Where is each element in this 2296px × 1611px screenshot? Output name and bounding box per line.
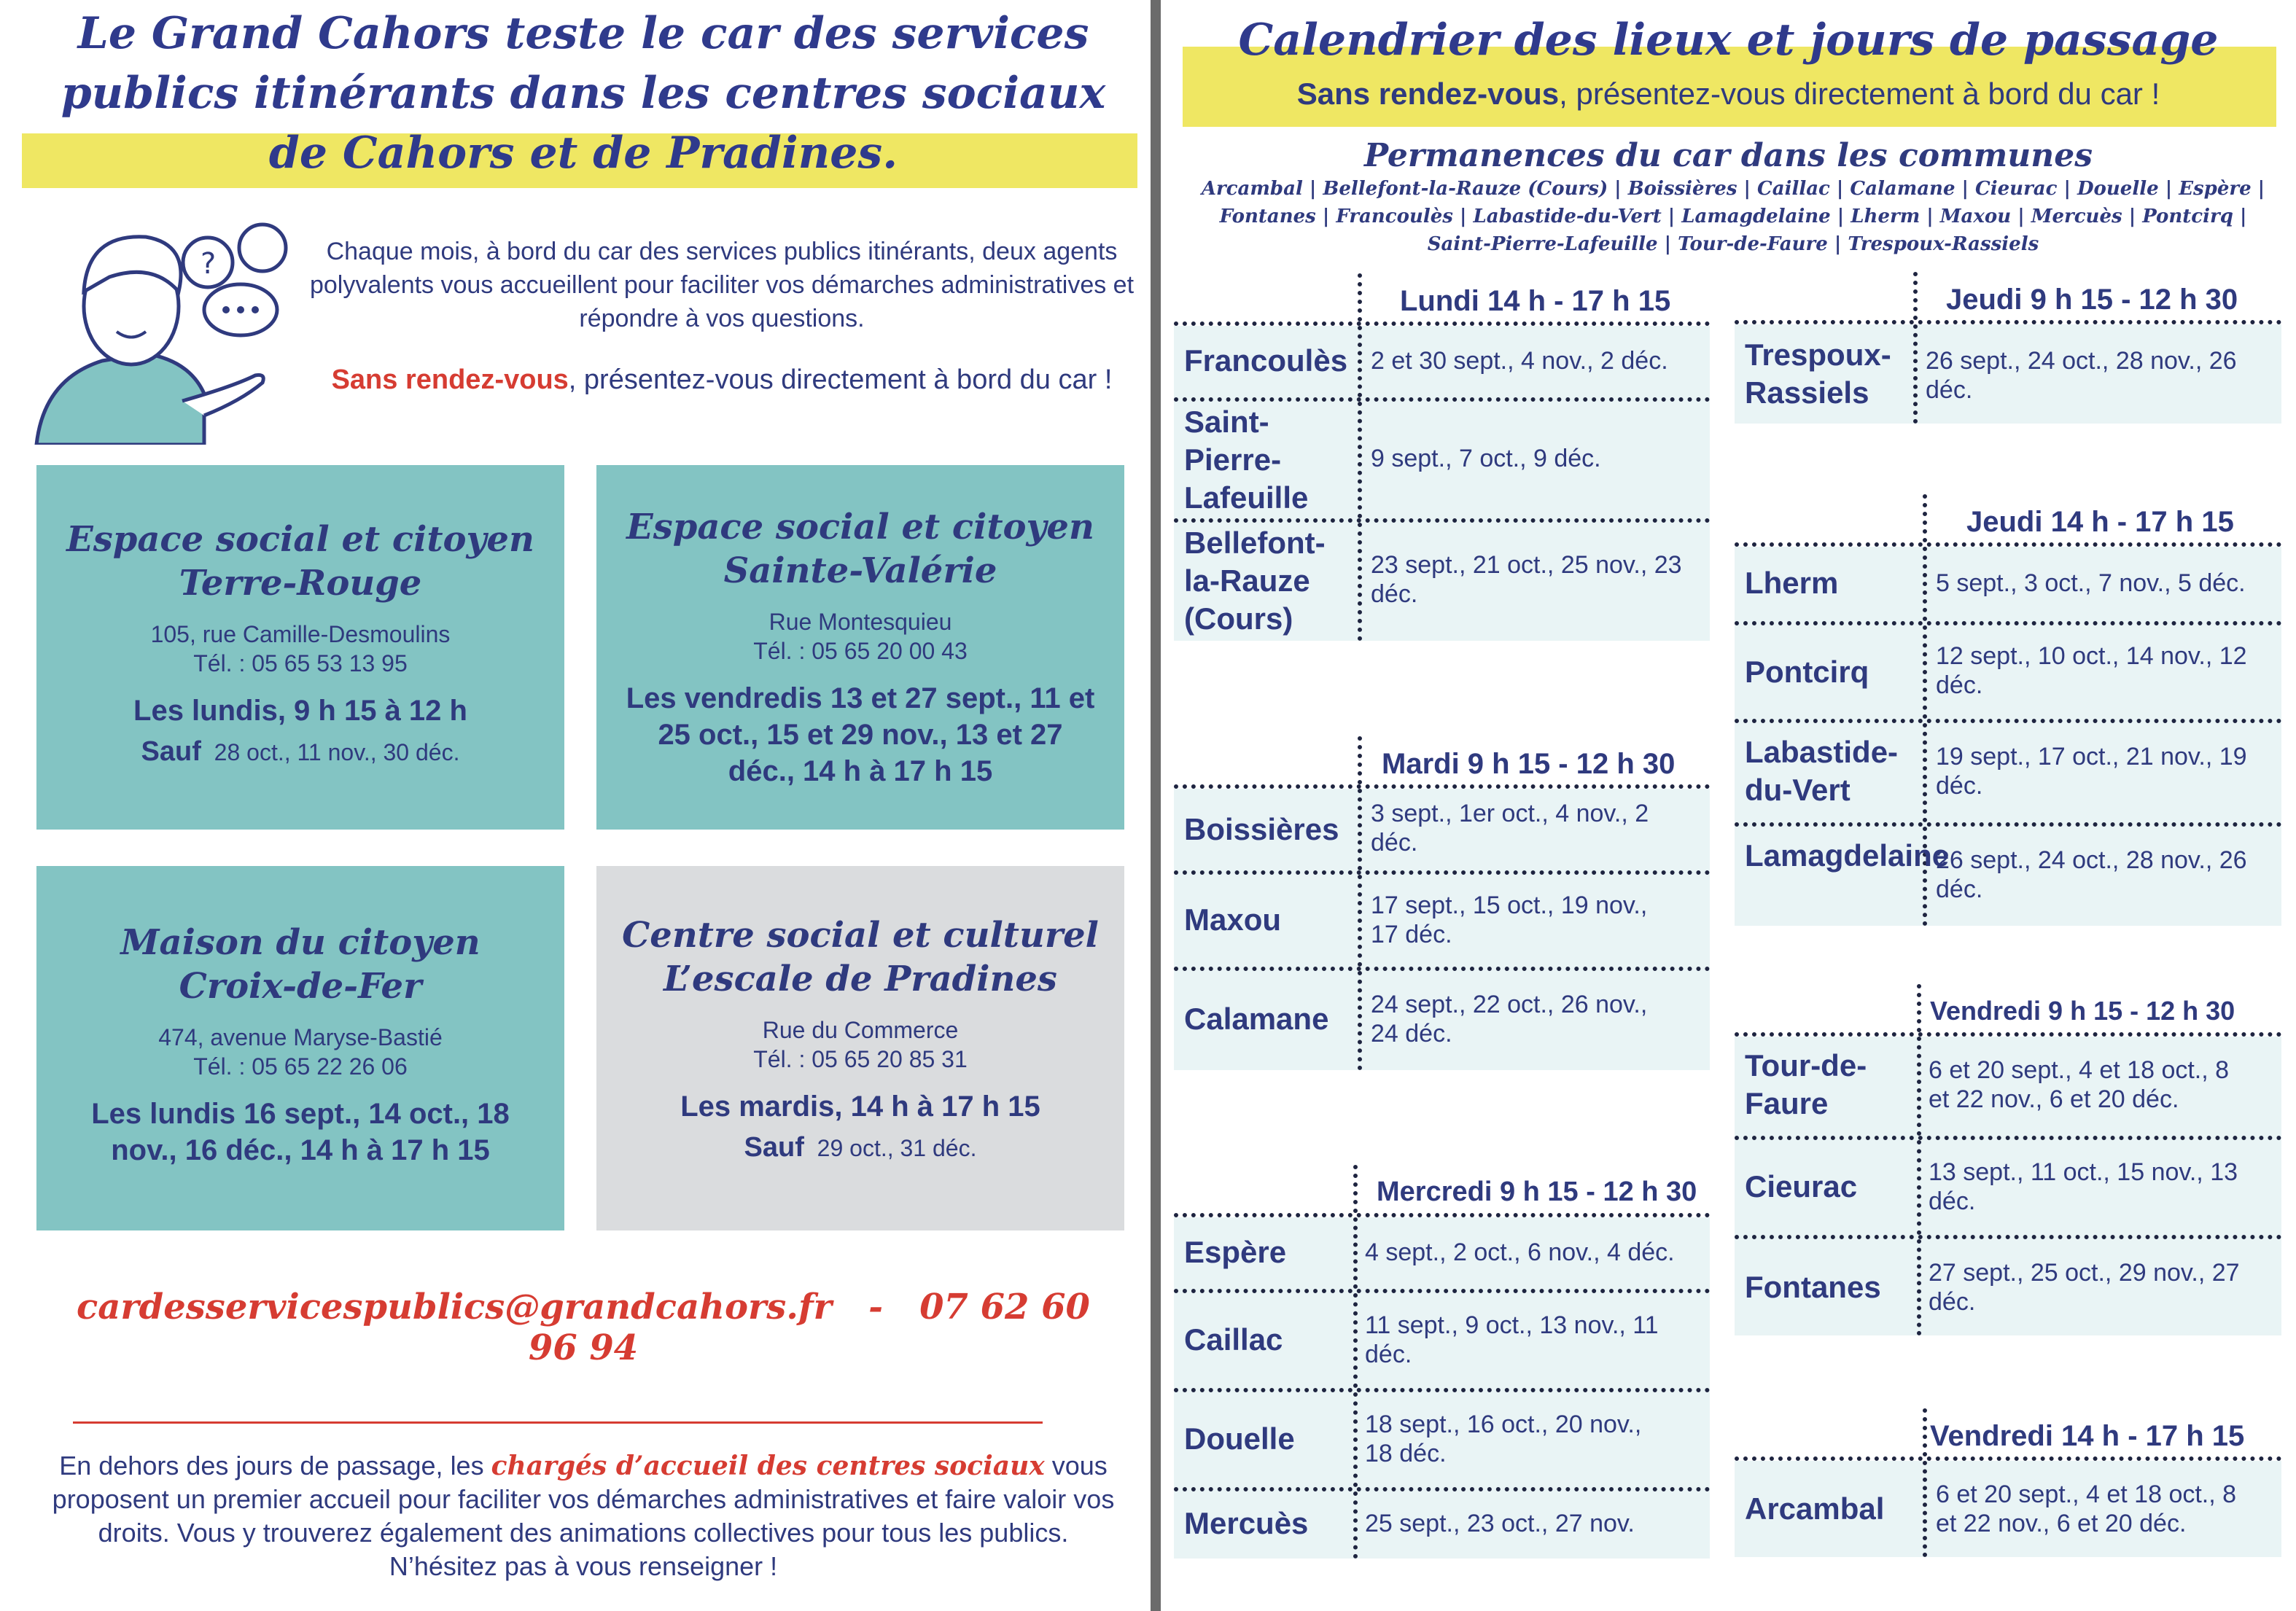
- location-name: [36, 518, 564, 605]
- schedule-table-jeudi-matin: [1735, 279, 2281, 424]
- address-line: Rue Montesquieu: [768, 609, 952, 635]
- table-row: [1174, 971, 1710, 1070]
- contact-phone-link[interactable]: 07 62 60 96 94: [528, 1287, 1090, 1368]
- table-header-label: Vendredi 14 h - 17 h 15: [1930, 1420, 2245, 1452]
- schedule-table-mercredi: [1174, 1172, 1710, 1559]
- table-row: [1174, 1217, 1710, 1293]
- address-line: 105, rue Camille-Desmoulins: [150, 621, 451, 647]
- schedule: Les lundis 16 sept., 14 oct., 18 nov., 16 déc., 14 h à 17 h 15: [91, 1098, 510, 1166]
- row-dates: 18 sept., 16 oct., 20 nov., 18 déc.: [1365, 1411, 1642, 1467]
- agent-illustration-icon: [22, 204, 292, 445]
- table-row: [1735, 1037, 2281, 1140]
- location-address: [36, 620, 564, 678]
- row-place: Douelle: [1184, 1421, 1295, 1456]
- footer-text: [44, 1449, 1123, 1583]
- location-box-croix-de-fer: [36, 866, 564, 1230]
- permanences-title: Permanences du car dans les communes: [1363, 137, 2093, 174]
- schedule-table-jeudi-apres-midi: [1735, 502, 2281, 926]
- table-row: [1174, 789, 1710, 875]
- subtitle-bold: Sans rendez-vous: [1296, 77, 1560, 111]
- row-place: Cieurac: [1745, 1169, 1858, 1204]
- title-line-2: publics itinérants dans les centres sociaux: [61, 68, 1106, 119]
- table-row: [1735, 324, 2281, 424]
- location-box-pradines: [596, 866, 1124, 1230]
- location-name-line-1: Espace social et citoyen: [626, 507, 1094, 547]
- row-dates: 4 sept., 2 oct., 6 nov., 4 déc.: [1365, 1239, 1675, 1266]
- table-row: [1735, 1461, 2281, 1557]
- table-row: [1174, 523, 1710, 641]
- table-row: [1735, 1239, 2281, 1335]
- row-dates: 9 sept., 7 oct., 9 déc.: [1371, 445, 1601, 472]
- location-name-line-2: Croix-de-Fer: [179, 966, 422, 1007]
- row-dates: 26 sept., 24 oct., 28 nov., 26 déc.: [1936, 846, 2247, 903]
- subtitle-rest: , présentez-vous directement à bord du car !: [1559, 77, 2160, 111]
- row-dates: 11 sept., 9 oct., 13 nov., 11 déc.: [1365, 1311, 1659, 1368]
- schedule-table-mardi: [1174, 744, 1710, 1070]
- exceptions-label: Sauf: [141, 736, 201, 767]
- table-row: [1735, 547, 2281, 625]
- address-line: Rue du Commerce: [762, 1017, 959, 1043]
- row-dates: 12 sept., 10 oct., 14 nov., 12 déc.: [1936, 642, 2247, 699]
- row-dates: 13 sept., 11 oct., 15 nov., 13 déc.: [1929, 1158, 2238, 1215]
- table-header-label: Jeudi 14 h - 17 h 15: [1966, 506, 2234, 538]
- table-row: [1735, 723, 2281, 827]
- location-name-line-2: Terre-Rouge: [179, 563, 422, 604]
- table-row: [1735, 1140, 2281, 1239]
- schedule-table-vendredi-matin: [1735, 991, 2281, 1335]
- intro-text: Chaque mois, à bord du car des services publics itinérants, deux agents polyvalents vous accueillent pour faciliter vos démarches administratives et répondre à vos questions.: [309, 238, 1135, 332]
- row-place: Francoulès: [1184, 343, 1348, 378]
- row-dates: 17 sept., 15 oct., 19 nov., 17 déc.: [1371, 892, 1648, 948]
- table-header-label: Mercredi 9 h 15 - 12 h 30: [1377, 1177, 1697, 1207]
- table-row: [1735, 827, 2281, 926]
- location-name-line-1: Centre social et culturel: [622, 915, 1099, 956]
- row-place: Bellefont-la-Rauze (Cours): [1184, 526, 1326, 636]
- row-dates: 3 sept., 1er oct., 4 nov., 2 déc.: [1371, 800, 1649, 857]
- table-header: [1735, 991, 2281, 1037]
- contact-email-link[interactable]: cardesservicespublics@grandcahors.fr: [77, 1287, 832, 1327]
- location-name: [36, 921, 564, 1008]
- schedule: Les lundis, 9 h 15 à 12 h: [133, 695, 467, 727]
- table-header-label: Vendredi 9 h 15 - 12 h 30: [1930, 996, 2235, 1026]
- phone-line: Tél. : 05 65 20 00 43: [753, 638, 968, 664]
- row-place: Caillac: [1184, 1322, 1283, 1357]
- row-place: Mercuès: [1184, 1506, 1309, 1540]
- calendar-subtitle: [1161, 77, 2296, 112]
- calendar-title: Calendrier des lieux et jours de passage: [1238, 15, 2219, 66]
- row-place: Maxou: [1184, 902, 1282, 937]
- schedule-table-lundi: [1174, 281, 1710, 641]
- row-place: Lamagdelaine: [1745, 838, 1950, 873]
- table-header: [1174, 744, 1710, 789]
- row-place: Pontcirq: [1745, 655, 1869, 689]
- phone-line: Tél. : 05 65 20 85 31: [753, 1046, 968, 1072]
- table-header-label: Jeudi 9 h 15 - 12 h 30: [1946, 284, 2238, 316]
- title-line-1: Le Grand Cahors teste le car des services: [77, 8, 1089, 59]
- row-dates: 6 et 20 sept., 4 et 18 oct., 8 et 22 nov., 6 et 20 déc.: [1936, 1481, 2237, 1537]
- row-place: Labastide-du-Vert: [1745, 735, 1899, 807]
- row-place: Calamane: [1184, 1002, 1329, 1036]
- table-row: [1174, 1293, 1710, 1392]
- table-header-label: Mardi 9 h 15 - 12 h 30: [1382, 748, 1676, 780]
- row-dates: 5 sept., 3 oct., 7 nov., 5 déc.: [1936, 569, 2246, 597]
- communes-list: Arcambal | Bellefont-la-Rauze (Cours) | Boissières | Caillac | Calamane | Cieurac | Douelle | Espère | Fontanes | Francoulès | Labastide-du-Vert | Lamagdelaine | Lherm | Maxou | Mercuès | Pontcirq | Saint-Pierre-Lafeuille | Tour-de-Faure | Trespoux-Rassiels: [1201, 178, 2265, 255]
- contact-separator: -: [868, 1287, 883, 1327]
- row-place: Espère: [1184, 1235, 1287, 1269]
- row-place: Boissières: [1184, 812, 1339, 846]
- footer-post: vous proposent un premier accueil pour faciliter vos démarches administratives et faire valoir vos droits. Vous y trouverez également des animations collectives pour tous les publics. N’hésitez pas à vous renseigner !: [52, 1451, 1115, 1581]
- table-header-label: Lundi 14 h - 17 h 15: [1400, 285, 1671, 317]
- table-header: [1174, 281, 1710, 326]
- table-row: [1174, 875, 1710, 971]
- location-name-line-2: Sainte-Valérie: [723, 550, 997, 591]
- location-name-line-2: L’escale de Pradines: [663, 959, 1057, 999]
- location-address: [596, 1015, 1124, 1074]
- row-place: Lherm: [1745, 566, 1839, 600]
- exceptions: [36, 736, 564, 768]
- row-dates: 19 sept., 17 oct., 21 nov., 19 déc.: [1936, 743, 2247, 800]
- svg-text:?: ?: [201, 247, 217, 281]
- row-dates: 25 sept., 23 oct., 27 nov.: [1365, 1510, 1635, 1537]
- row-dates: 6 et 20 sept., 4 et 18 oct., 8 et 22 nov., 6 et 20 déc.: [1929, 1056, 2230, 1113]
- location-name: [596, 913, 1124, 1001]
- exceptions-dates: 28 oct., 11 nov., 30 déc.: [214, 739, 460, 765]
- row-place: Fontanes: [1745, 1270, 1881, 1304]
- schedule-table-vendredi-apres-midi: [1735, 1416, 2281, 1557]
- table-header: [1735, 279, 2281, 324]
- location-box-sainte-valerie: [596, 465, 1124, 830]
- right-panel: [1161, 0, 2296, 1611]
- table-row: [1174, 402, 1710, 523]
- row-dates: 24 sept., 22 oct., 26 nov., 24 déc.: [1371, 991, 1648, 1048]
- row-dates: 23 sept., 21 oct., 25 nov., 23 déc.: [1371, 551, 1682, 608]
- table-row: [1735, 625, 2281, 723]
- exceptions-dates: 29 oct., 31 déc.: [817, 1135, 977, 1161]
- row-dates: 2 et 30 sept., 4 nov., 2 déc.: [1371, 347, 1668, 375]
- row-place: Saint-Pierre-Lafeuille: [1184, 405, 1309, 515]
- exceptions: [596, 1132, 1124, 1163]
- phone-line: Tél. : 05 65 22 26 06: [193, 1053, 408, 1080]
- footer-pre: En dehors des jours de passage, les: [59, 1451, 491, 1481]
- exceptions-label: Sauf: [744, 1132, 804, 1163]
- table-header: [1735, 1416, 2281, 1461]
- schedule: Les mardis, 14 h à 17 h 15: [680, 1091, 1040, 1123]
- phone-line: Tél. : 05 65 53 13 95: [193, 650, 408, 676]
- table-header: [1174, 1172, 1710, 1217]
- page-title: [29, 4, 1137, 183]
- location-name-line-1: Maison du citoyen: [120, 922, 480, 963]
- location-name: [596, 505, 1124, 593]
- no-appointment-label: Sans rendez-vous: [331, 364, 569, 395]
- schedule: Les vendredis 13 et 27 sept., 11 et 25 oct., 15 et 29 nov., 13 et 27 déc., 14 h à 17 h 15: [626, 682, 1095, 787]
- page-divider: [1151, 0, 1161, 1611]
- table-row: [1174, 1392, 1710, 1491]
- no-appointment-rest: , présentez-vous directement à bord du car !: [568, 364, 1113, 395]
- row-place: Tour-de-Faure: [1745, 1048, 1867, 1120]
- row-place: Trespoux-Rassiels: [1745, 338, 1891, 410]
- address-line: 474, avenue Maryse-Bastié: [158, 1024, 443, 1050]
- row-dates: 27 sept., 25 oct., 29 nov., 27 déc.: [1929, 1259, 2240, 1316]
- table-header: [1735, 502, 2281, 547]
- row-dates: 26 sept., 24 oct., 28 nov., 26 déc.: [1926, 347, 2237, 404]
- divider-line: [73, 1421, 1043, 1424]
- footer-highlight: chargés d’accueil des centres sociaux: [491, 1451, 1045, 1481]
- contact-line: [73, 1287, 1094, 1368]
- table-row: [1174, 326, 1710, 402]
- location-address: [596, 607, 1124, 666]
- location-name-line-1: Espace social et citoyen: [66, 519, 534, 560]
- location-box-terre-rouge: [36, 465, 564, 830]
- intro-no-appointment: [306, 362, 1137, 398]
- table-row: [1174, 1491, 1710, 1559]
- row-place: Arcambal: [1745, 1491, 1885, 1526]
- location-address: [36, 1023, 564, 1081]
- title-line-3: de Cahors et de Pradines.: [268, 128, 898, 179]
